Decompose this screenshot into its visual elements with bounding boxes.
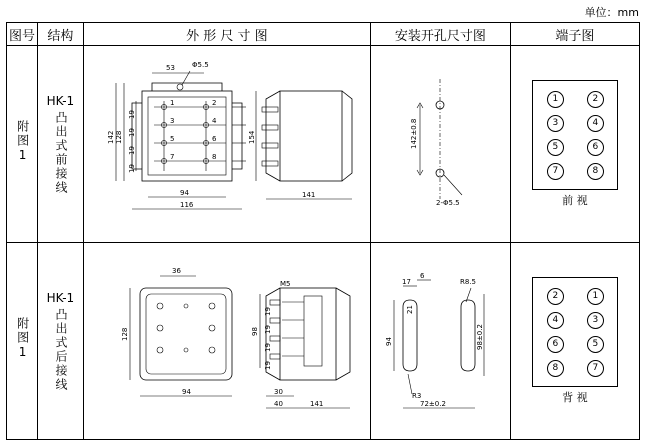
- row-num-cell: [7, 243, 38, 440]
- svg-text:5: 5: [169, 135, 175, 143]
- svg-text:142±0.8: 142±0.8: [410, 118, 419, 149]
- svg-text:21: 21: [406, 305, 415, 314]
- struct-model-label: HK-1: [46, 290, 75, 305]
- svg-text:19: 19: [127, 128, 136, 137]
- svg-text:94: 94: [181, 388, 191, 396]
- terminal-circle: 8: [547, 360, 564, 377]
- svg-text:6: 6: [211, 135, 217, 143]
- hole-drawing-cell-2: [370, 243, 510, 440]
- terminal-view-label: 前 视: [562, 194, 588, 207]
- svg-text:141: 141: [301, 191, 316, 199]
- svg-text:2: 2: [211, 99, 217, 107]
- svg-text:98: 98: [250, 327, 259, 336]
- svg-text:94: 94: [179, 189, 189, 197]
- svg-text:1: 1: [169, 99, 175, 107]
- terminal-cell-2: [510, 243, 639, 440]
- table-header-row: [7, 23, 640, 46]
- svg-text:128: 128: [114, 130, 123, 144]
- header-outline: 外 形 尺 寸 图: [83, 23, 370, 46]
- svg-text:R3: R3: [412, 392, 422, 400]
- terminal-diagram-front: [532, 80, 618, 190]
- outline-drawing-cell-2: [83, 243, 370, 440]
- svg-text:R8.5: R8.5: [460, 278, 477, 286]
- svg-text:7: 7: [169, 153, 175, 161]
- hole-drawing-cell-1: [370, 46, 510, 243]
- header-terminal: 端子图: [510, 23, 639, 46]
- terminal-circle: 7: [587, 360, 604, 377]
- terminal-circle: 1: [547, 91, 564, 108]
- row-struct-cell: [37, 46, 83, 243]
- hole-drawing-rear: [376, 246, 504, 436]
- svg-text:36: 36: [171, 267, 181, 275]
- svg-text:4: 4: [211, 117, 217, 125]
- svg-text:Φ5.5: Φ5.5: [191, 61, 209, 69]
- terminal-circle: 7: [547, 163, 564, 180]
- svg-text:3: 3: [169, 117, 175, 125]
- svg-text:17: 17: [402, 278, 412, 286]
- terminal-circle: 2: [547, 288, 564, 305]
- svg-text:19: 19: [127, 146, 136, 155]
- svg-text:154: 154: [247, 130, 256, 144]
- terminal-circle: 6: [587, 139, 604, 156]
- svg-text:116: 116: [179, 201, 194, 209]
- outline-drawing-cell-1: [83, 46, 370, 243]
- header-struct: 结构: [37, 23, 83, 46]
- svg-text:2-Φ5.5: 2-Φ5.5: [436, 199, 461, 207]
- unit-note: 单位：mm: [584, 6, 639, 19]
- terminal-circle: 3: [587, 312, 604, 329]
- struct-desc-label: 凸出式后接线: [53, 307, 68, 392]
- terminal-circle: 2: [587, 91, 604, 108]
- terminal-circle: 8: [587, 163, 604, 180]
- row-num-cell: [7, 46, 38, 243]
- svg-text:30: 30: [273, 388, 283, 396]
- row-num-label: 附图1: [15, 317, 30, 361]
- svg-text:8: 8: [211, 153, 217, 161]
- row-struct-cell: [37, 243, 83, 440]
- table-row: [7, 46, 640, 243]
- row-num-label: 附图1: [15, 120, 30, 164]
- terminal-circle: 4: [547, 312, 564, 329]
- svg-text:19: 19: [127, 110, 136, 119]
- terminal-circle: 6: [547, 336, 564, 353]
- header-num: 图号: [7, 23, 38, 46]
- terminal-circle: 4: [587, 115, 604, 132]
- svg-text:94: 94: [385, 337, 394, 346]
- struct-model-label: HK-1: [46, 93, 75, 108]
- svg-text:72±0.2: 72±0.2: [420, 400, 447, 408]
- terminal-view-label: 背 视: [562, 391, 588, 404]
- terminal-circle: 5: [547, 139, 564, 156]
- svg-text:98±0.2: 98±0.2: [476, 324, 485, 350]
- svg-text:M5: M5: [279, 280, 291, 288]
- table-row: [7, 243, 640, 440]
- terminal-circle: 1: [587, 288, 604, 305]
- svg-text:19: 19: [127, 164, 136, 173]
- outline-drawing-front: [94, 49, 360, 239]
- outline-drawing-rear: [94, 246, 360, 436]
- svg-text:19: 19: [263, 307, 272, 316]
- terminal-diagram-rear: [532, 277, 618, 387]
- svg-text:40: 40: [273, 400, 283, 408]
- struct-desc-label: 凸出式前接线: [53, 110, 68, 195]
- hole-drawing-front: [376, 49, 504, 239]
- header-hole: 安装开孔尺寸图: [370, 23, 510, 46]
- svg-text:19: 19: [263, 325, 272, 334]
- svg-text:19: 19: [263, 361, 272, 370]
- terminal-cell-1: [510, 46, 639, 243]
- svg-text:128: 128: [120, 327, 129, 341]
- svg-text:141: 141: [309, 400, 324, 408]
- terminal-circle: 5: [587, 336, 604, 353]
- svg-text:142: 142: [106, 130, 115, 144]
- dimension-table: [6, 22, 640, 440]
- terminal-circle: 3: [547, 115, 564, 132]
- svg-text:6: 6: [420, 272, 425, 280]
- svg-text:53: 53: [165, 64, 175, 72]
- svg-text:19: 19: [263, 343, 272, 352]
